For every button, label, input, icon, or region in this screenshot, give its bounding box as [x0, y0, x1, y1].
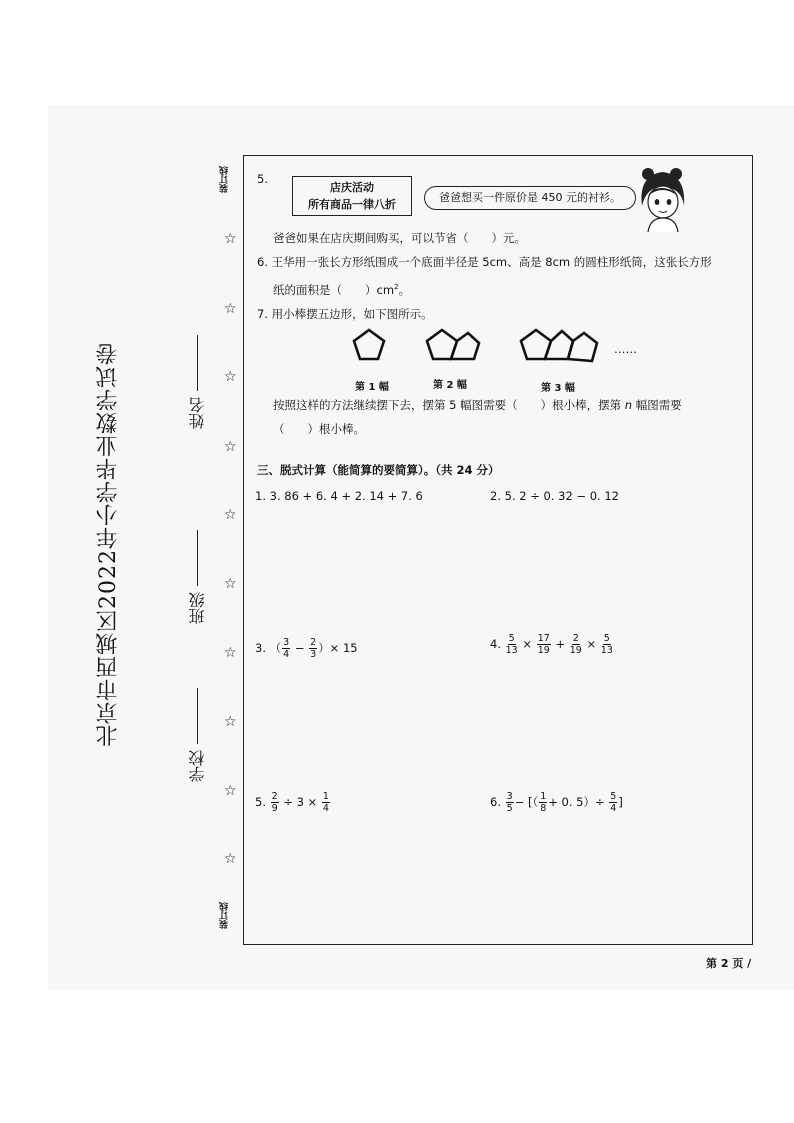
school-blank-line — [198, 688, 199, 744]
denominator: 9 — [271, 803, 278, 814]
numerator: 1 — [322, 791, 329, 802]
numerator: 3 — [283, 637, 290, 648]
operator: + 0. 5）÷ — [548, 795, 605, 809]
binding-label-bottom: 装订线 — [220, 902, 230, 929]
binding-star: ☆ — [224, 369, 237, 385]
operator: × — [522, 637, 533, 651]
numerator: 1 — [540, 791, 547, 802]
fig-label-3: 第 3 幅 — [541, 383, 575, 394]
fraction-5-4 — [609, 791, 617, 814]
girl-illustration — [632, 166, 692, 234]
fraction-5-13 — [601, 633, 613, 656]
denominator: 13 — [600, 645, 613, 656]
binding-star: ☆ — [224, 851, 237, 867]
fraction-2-9 — [271, 791, 279, 814]
numerator: 2 — [271, 791, 278, 802]
class-label: 班级 — [188, 592, 207, 624]
binding-star: ☆ — [224, 231, 237, 247]
q6-line1: 6. 王华用一张长方形纸围成一个底面半径是 5cm、高是 8cm 的圆柱形纸筒，这张长方形 — [257, 255, 712, 269]
fraction-1-8 — [539, 791, 547, 814]
bracket-open: − [（ — [514, 795, 539, 809]
q5-question: 爸爸如果在店庆期间购买，可以节省（ ）元。 — [273, 231, 526, 245]
q6-unit-superscript: 2 — [394, 283, 399, 291]
problem-6 — [490, 791, 623, 814]
binding-star: ☆ — [224, 576, 237, 592]
q7-line3: （ ）根小棒。 — [273, 422, 365, 436]
binding-star: ☆ — [224, 301, 237, 317]
fraction-2-19 — [570, 633, 582, 656]
event-detail: 所有商品一律八折 — [308, 198, 396, 211]
operator: ÷ 3 × — [283, 795, 318, 809]
numerator: 2 — [572, 633, 579, 644]
school-label: 学校 — [188, 750, 207, 782]
fraction-17-19 — [537, 633, 551, 656]
binding-star: ☆ — [224, 645, 237, 661]
problem-2: 2. 5. 2 ÷ 0. 32 − 0. 12 — [490, 489, 619, 503]
pentagon-figure-2 — [424, 327, 482, 363]
operator: × — [586, 637, 597, 651]
problem-5-label: 5. — [255, 795, 266, 809]
numerator: 3 — [506, 791, 513, 802]
fraction-3-5 — [506, 791, 514, 814]
event-title: 店庆活动 — [330, 181, 374, 194]
binding-star: ☆ — [224, 714, 237, 730]
fraction-5-13 — [506, 633, 518, 656]
numerator: 5 — [508, 633, 515, 644]
problem-3 — [255, 637, 358, 660]
bracket-close: ] — [618, 795, 623, 809]
section3-heading: 三、脱式计算（能简算的要简算）。（共 24 分） — [257, 463, 500, 477]
q5-number: 5. — [257, 172, 268, 186]
store-event-box — [292, 176, 412, 216]
pentagon-figure-3 — [518, 327, 600, 365]
school-field — [186, 688, 216, 782]
q6-line2-text: 纸的面积是（ ）cm — [273, 282, 395, 297]
denominator: 19 — [537, 645, 550, 656]
name-field — [186, 335, 216, 429]
name-label: 姓名 — [188, 397, 207, 429]
answer-frame — [243, 155, 753, 945]
q7-line2-text: 按照这样的方法继续摆下去，摆第 5 幅图需要（ ）根小棒，摆第 — [273, 398, 625, 412]
exam-title: 北京市西城区2022年小学毕业数学试卷 — [96, 342, 121, 748]
class-field — [186, 530, 216, 624]
binding-star: ☆ — [224, 507, 237, 523]
variable-n: n — [624, 398, 633, 412]
operator: − — [294, 641, 305, 655]
problem-4 — [490, 633, 614, 656]
denominator: 5 — [506, 803, 513, 814]
binding-star: ☆ — [224, 439, 237, 455]
paren-open: （ — [269, 641, 282, 655]
figure-ellipsis: …… — [614, 342, 637, 356]
name-blank-line — [198, 335, 199, 391]
problem-4-label: 4. — [490, 637, 501, 651]
fraction-3-4 — [282, 637, 290, 660]
denominator: 13 — [505, 645, 518, 656]
denominator: 3 — [310, 649, 317, 660]
q7-line2-end: 幅图需要 — [632, 398, 682, 412]
binding-label-top: 装订线 — [220, 166, 230, 193]
fraction-2-3 — [309, 637, 317, 660]
fig-label-2: 第 2 幅 — [433, 380, 467, 391]
numerator: 5 — [603, 633, 610, 644]
speech-bubble: 爸爸想买一件原价是 450 元的衬衫。 — [424, 186, 636, 210]
numerator: 2 — [310, 637, 317, 648]
fraction-1-4 — [322, 791, 330, 814]
pentagon-figure-1 — [351, 327, 387, 363]
problem-1: 1. 3. 86 + 6. 4 + 2. 14 + 7. 6 — [255, 489, 423, 503]
problem-3-label: 3. — [255, 641, 266, 655]
class-blank-line — [198, 530, 199, 586]
denominator: 4 — [283, 649, 290, 660]
q7-line2 — [273, 397, 682, 413]
problem-5 — [255, 791, 331, 814]
binding-star: ☆ — [224, 783, 237, 799]
problem-6-label: 6. — [490, 795, 501, 809]
fig-label-1: 第 1 幅 — [355, 382, 389, 393]
numerator: 17 — [537, 633, 550, 644]
q6-line2 — [273, 279, 410, 298]
denominator: 4 — [322, 803, 329, 814]
operator: + — [555, 637, 566, 651]
q6-line2-end: 。 — [398, 282, 410, 297]
denominator: 8 — [540, 803, 547, 814]
denominator: 4 — [610, 803, 617, 814]
problem-3-tail: ）× 15 — [318, 641, 358, 655]
denominator: 19 — [569, 645, 582, 656]
q7-line1: 7. 用小棒摆五边形，如下图所示。 — [257, 307, 433, 321]
page-number: 第 2 页 / — [706, 957, 752, 970]
numerator: 5 — [610, 791, 617, 802]
